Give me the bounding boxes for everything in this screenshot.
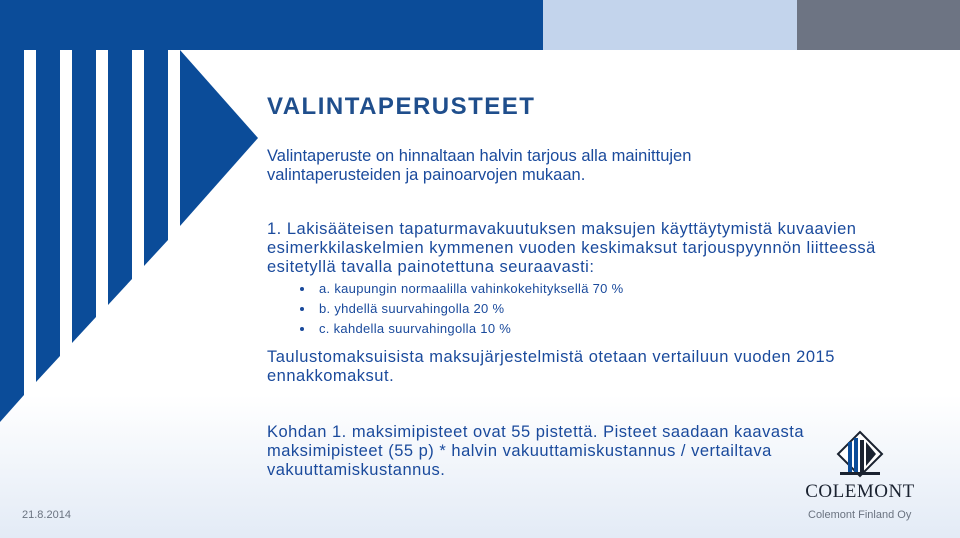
stripe-1 [0, 50, 24, 422]
footer-company: Colemont Finland Oy [808, 509, 912, 521]
footer-date: 21.8.2014 [22, 509, 71, 521]
top-band-light [543, 0, 797, 50]
stripe-3 [72, 50, 96, 343]
colemont-logo [798, 430, 922, 505]
slide-title: VALINTAPERUSTEET [267, 93, 536, 120]
list-item: b. yhdellä suurvahingolla 20 % [299, 299, 623, 319]
stripe-triangle [180, 50, 258, 226]
list-item: a. kaupungin normaalilla vahinkokehityksellä 70 % [299, 279, 623, 299]
bullet-icon [300, 307, 304, 311]
criterion-1-text: 1. Lakisääteisen tapaturmavakuutuksen maksujen käyttäytymistä kuvaavien esimerkkilaskelmien kymmenen vuoden keskimaksut tarjouspyynnön liitteessä esitetyllä tavalla painotettuna seuraavasti: [267, 220, 876, 276]
bullet-icon [300, 327, 304, 331]
intro-text: Valintaperuste on hinnaltaan halvin tarjous alla mainittujen valintaperusteiden ja painoarvojen mukaan. [267, 147, 692, 184]
list-item: c. kahdella suurvahingolla 10 % [299, 319, 623, 339]
logo-wordmark: COLEMONT [805, 481, 915, 502]
scoring-formula-text: Kohdan 1. maksimipisteet ovat 55 pistettä. Pisteet saadaan kaavasta maksimipisteet (55 p) * halvin vakuuttamiskustannus / vertailtava vakuuttamiskustannus. [267, 423, 805, 479]
stripe-4 [108, 50, 132, 305]
colemont-logo-icon [798, 430, 922, 482]
decorative-stripes [0, 0, 260, 538]
stripe-5 [144, 50, 168, 266]
bullet-icon [300, 287, 304, 291]
advance-payments-text: Taulustomaksuisista maksujärjestelmistä otetaan vertailuun vuoden 2015 ennakkomaksut. [267, 348, 835, 385]
top-band-gray [797, 0, 960, 50]
stripe-2 [36, 50, 60, 382]
weighting-list [299, 279, 623, 339]
